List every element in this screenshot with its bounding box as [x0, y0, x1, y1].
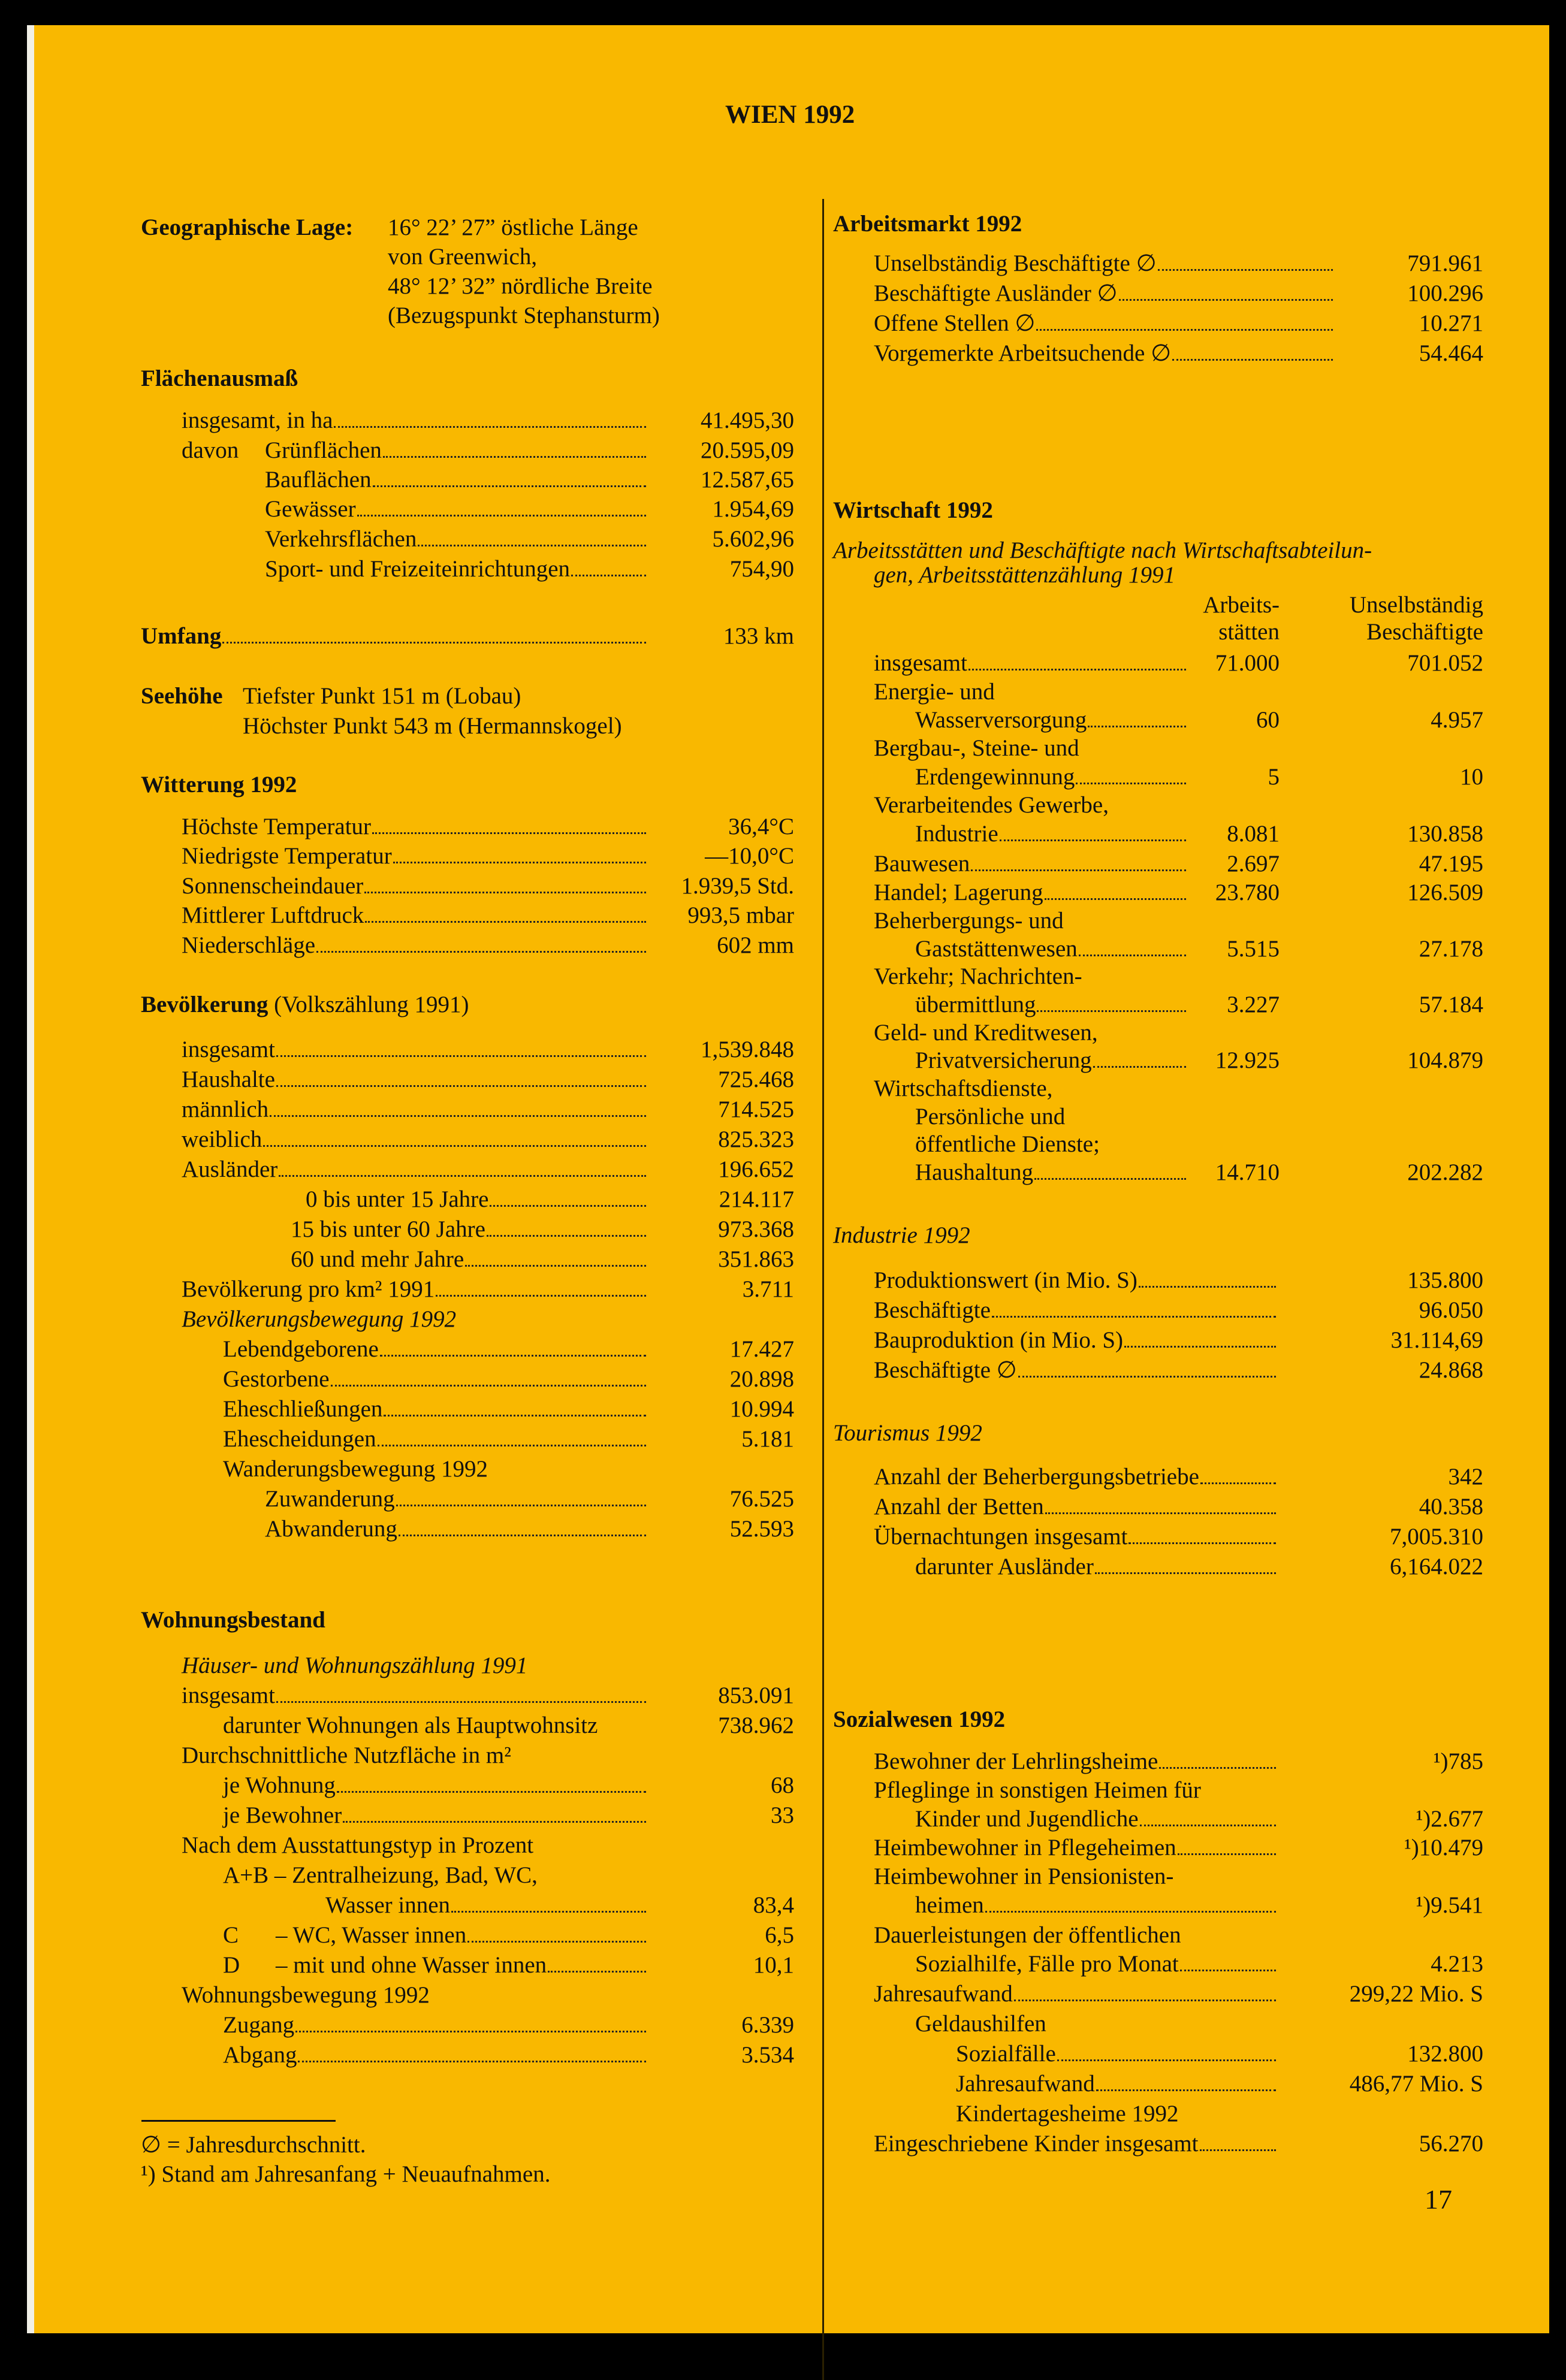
- witterung-value: —10,0°C: [705, 843, 794, 869]
- arbeitsmarkt-value: 54.464: [1419, 340, 1483, 366]
- tourismus-value: 40.358: [1419, 1494, 1483, 1520]
- bevoelkerung-row: weiblich: [182, 1128, 648, 1151]
- typ-d-value: 10,1: [753, 1952, 794, 1978]
- bevoelkerung-row: männlich: [182, 1098, 648, 1121]
- wirtschaft-value-a: 12.925: [1215, 1047, 1280, 1073]
- wirtschaft-value-b: 202.282: [1407, 1159, 1483, 1185]
- arbeitsmarkt-row: Vorgemerkte Arbeitsuchende ∅: [874, 342, 1335, 365]
- industrie-heading: Industrie 1992: [833, 1222, 970, 1248]
- wirtschaft-row-line: Verarbeitendes Gewerbe,: [874, 792, 1109, 818]
- geo-line: von Greenwich,: [388, 244, 538, 270]
- bevoelkerung-row: 15 bis unter 60 Jahre: [291, 1218, 648, 1241]
- arbeitsmarkt-row: Beschäftigte Ausländer ∅: [874, 282, 1335, 305]
- industrie-value: 135.800: [1407, 1267, 1483, 1293]
- sozial-value: ¹)9.541: [1416, 1892, 1483, 1918]
- page-edge: [27, 25, 34, 2333]
- wirtschaft-value-b: 130.858: [1407, 821, 1483, 847]
- ausstattung-heading: Nach dem Ausstattungstyp in Prozent: [182, 1832, 534, 1858]
- bevoelkerung-row: Bevölkerung pro km² 1991: [182, 1277, 648, 1301]
- sozial-row: Bewohner der Lehrlingsheime: [874, 1750, 1278, 1773]
- nutzflaeche-row: je Wohnung: [223, 1774, 648, 1797]
- wirtschaft-row-line: Wirtschaftsdienste,: [874, 1076, 1053, 1101]
- wohnungsbewegung-row: Abgang: [223, 2043, 648, 2067]
- industrie-value: 24.868: [1419, 1357, 1483, 1383]
- sozial-value: 299,22 Mio. S: [1349, 1981, 1483, 2007]
- typ-c-code: C: [223, 1922, 239, 1948]
- typ-ab-row: Wasser innen: [325, 1893, 648, 1917]
- wirtschaft-row-line: Geld- und Kreditwesen,: [874, 1020, 1098, 1046]
- wohnung-value: 853.091: [718, 1683, 794, 1708]
- sozial-row: Jahresaufwand: [956, 2072, 1278, 2095]
- col-header-beschaeftigte: Unselbständig: [1349, 592, 1483, 618]
- industrie-row: Bauproduktion (in Mio. S): [874, 1328, 1278, 1352]
- arbeitsmarkt-value: 100.296: [1407, 280, 1483, 306]
- wirtschaft-value-a: 3.227: [1227, 992, 1280, 1017]
- industrie-value: 31.114,69: [1390, 1327, 1483, 1353]
- sozial-value: 56.270: [1419, 2131, 1483, 2157]
- tourismus-row: Anzahl der Beherbergungsbetriebe: [874, 1465, 1278, 1488]
- flaeche-row: Sport- und Freizeiteinrichtungen: [265, 557, 648, 581]
- witterung-row: Niederschläge: [182, 934, 648, 957]
- footnote: ∅ = Jahresdurchschnitt.: [141, 2132, 366, 2158]
- wirtschaft-value-b: 27.178: [1419, 936, 1483, 962]
- wirtschaft-value-b: 47.195: [1419, 851, 1483, 877]
- flaeche-value: 20.595,09: [701, 437, 794, 463]
- flaeche-value: 41.495,30: [701, 407, 794, 433]
- tourismus-value: 6,164.022: [1390, 1554, 1483, 1579]
- bevoelkerung-value: 725.468: [718, 1067, 794, 1092]
- arbeitsmarkt-heading: Arbeitsmarkt 1992: [833, 211, 1022, 237]
- bewegung-row: Gestorbene: [223, 1367, 648, 1391]
- wirtschaft-value-a: 8.081: [1227, 821, 1280, 847]
- wirtschaft-row: Haushaltung: [915, 1161, 1188, 1184]
- sozial-row: heimen: [915, 1893, 1278, 1917]
- sozial-row: Sozialfälle: [956, 2042, 1278, 2065]
- geo-line: (Bezugspunkt Stephansturm): [388, 303, 660, 328]
- typ-c-value: 6,5: [765, 1922, 794, 1948]
- wirtschaft-value-a: 2.697: [1227, 851, 1280, 877]
- sozial-row-line: Heimbewohner in Pensionisten-: [874, 1863, 1174, 1889]
- bewegung-value: 17.427: [729, 1336, 794, 1362]
- flaeche-value: 754,90: [729, 556, 794, 582]
- footnote: ¹) Stand am Jahresanfang + Neuaufnahmen.: [141, 2161, 551, 2187]
- kindertagesheime-heading: Kindertagesheime 1992: [956, 2101, 1179, 2127]
- bewegung-value: 20.898: [729, 1366, 794, 1392]
- wanderung-value: 52.593: [729, 1516, 794, 1542]
- bewegung-value: 5.181: [741, 1426, 794, 1452]
- industrie-row: Produktionswert (in Mio. S): [874, 1268, 1278, 1292]
- bevoelkerung-row: 60 und mehr Jahre: [291, 1248, 648, 1271]
- wohnungsbewegung-heading: Wohnungsbewegung 1992: [182, 1982, 430, 2008]
- witterung-value: 993,5 mbar: [687, 902, 794, 928]
- wirtschaft-value-a: 14.710: [1215, 1159, 1280, 1185]
- wirtschaft-value-a: 71.000: [1215, 650, 1280, 676]
- col-header-beschaeftigte: Beschäftigte: [1366, 619, 1483, 645]
- witterung-value: 1.939,5 Std.: [681, 873, 794, 899]
- page-title: WIEN 1992: [725, 101, 855, 129]
- flaeche-prefix: davon: [182, 437, 239, 463]
- wohnung-heading: Wohnungsbestand: [141, 1607, 325, 1633]
- arbeitsmarkt-row: Offene Stellen ∅: [874, 312, 1335, 335]
- flaeche-row: insgesamt, in ha: [182, 409, 648, 432]
- wanderung-heading: Wanderungsbewegung 1992: [223, 1456, 488, 1482]
- tourismus-row: Anzahl der Betten: [874, 1495, 1278, 1518]
- wohnungsbewegung-value: 3.534: [741, 2042, 794, 2068]
- sozial-row-line: Pfleglinge in sonstigen Heimen für: [874, 1777, 1201, 1803]
- sozial-value: 4.213: [1431, 1951, 1483, 1977]
- seehoehe-heading: Seehöhe: [141, 683, 223, 709]
- flaeche-value: 12.587,65: [701, 467, 794, 493]
- wirtschaft-row: Industrie: [915, 822, 1188, 845]
- seehoehe-line: Tiefster Punkt 151 m (Lobau): [243, 683, 521, 709]
- flaeche-heading: Flächenausmaß: [141, 366, 298, 391]
- flaeche-row: Verkehrsflächen: [265, 527, 648, 551]
- witterung-heading: Witterung 1992: [141, 772, 297, 798]
- bevoelkerung-value: 714.525: [718, 1097, 794, 1122]
- bevoelkerung-value: 351.863: [718, 1246, 794, 1272]
- witterung-row: Höchste Temperatur: [182, 815, 648, 838]
- wirtschaft-row: Wasserversorgung: [915, 708, 1188, 732]
- sozial-value: 486,77 Mio. S: [1349, 2071, 1483, 2097]
- wohnung-haupt-label: darunter Wohnungen als Hauptwohnsitz: [223, 1712, 598, 1738]
- tourismus-heading: Tourismus 1992: [833, 1420, 982, 1446]
- geldaushilfen-heading: Geldaushilfen: [915, 2011, 1046, 2037]
- bewegung-row: Ehescheidungen: [223, 1427, 648, 1451]
- witterung-row: Sonnenscheindauer: [182, 874, 648, 898]
- wohnung-row: insgesamt: [182, 1684, 648, 1707]
- wanderung-value: 76.525: [729, 1486, 794, 1512]
- wanderung-row: Abwanderung: [265, 1517, 648, 1541]
- tourismus-row: darunter Ausländer: [915, 1555, 1278, 1578]
- seehoehe-line: Höchster Punkt 543 m (Hermannskogel): [243, 713, 622, 739]
- sozial-row: Jahresaufwand: [874, 1982, 1278, 2006]
- wirtschaft-value-b: 104.879: [1407, 1047, 1483, 1073]
- umfang-row: Umfang: [141, 624, 648, 648]
- bewegung-value: 10.994: [729, 1396, 794, 1422]
- bevoelkerung-row: 0 bis unter 15 Jahre: [306, 1188, 648, 1211]
- bevoelkerung-row: Haushalte: [182, 1068, 648, 1091]
- arbeitsmarkt-value: 10.271: [1419, 310, 1483, 336]
- sozial-value: 132.800: [1407, 2041, 1483, 2067]
- flaeche-row: Gewässer: [265, 497, 648, 521]
- column-divider: [822, 199, 824, 2380]
- nutzflaeche-value: 33: [771, 1802, 794, 1828]
- bewegung-row: Lebendgeborene: [223, 1337, 648, 1361]
- bevoelkerung-row: insgesamt: [182, 1038, 648, 1061]
- wirtschaft-row-line: Persönliche und: [915, 1104, 1066, 1129]
- wirtschaft-value-a: 23.780: [1215, 880, 1280, 905]
- wohnung-value: 738.962: [718, 1712, 794, 1738]
- sozial-row: Sozialhilfe, Fälle pro Monat: [915, 1952, 1278, 1976]
- wirtschaft-row: übermittlung: [915, 993, 1188, 1016]
- wohnungsbewegung-value: 6.339: [741, 2012, 794, 2038]
- wirtschaft-value-a: 5: [1268, 764, 1280, 790]
- wirtschaft-value-a: 5.515: [1227, 936, 1280, 962]
- geo-heading: Geographische Lage:: [141, 215, 354, 240]
- bevoelkerung-value: 973.368: [718, 1216, 794, 1242]
- sozial-row-line: Dauerleistungen der öffentlichen: [874, 1922, 1181, 1948]
- bevoelkerung-value: 825.323: [718, 1126, 794, 1152]
- flaeche-value: 5.602,96: [712, 526, 794, 552]
- nutzflaeche-row: je Bewohner: [223, 1804, 648, 1827]
- bevoelkerung-value: 1,539.848: [701, 1037, 794, 1062]
- wirtschaft-heading: Wirtschaft 1992: [833, 497, 993, 523]
- wanderung-row: Zuwanderung: [265, 1487, 648, 1511]
- wirtschaft-row: Gaststättenwesen: [915, 937, 1188, 961]
- tourismus-row: Übernachtungen insgesamt: [874, 1525, 1278, 1548]
- tourismus-value: 342: [1448, 1464, 1483, 1490]
- wirtschaft-value-b: 10: [1460, 764, 1483, 790]
- bevoelkerung-value: 214.117: [719, 1186, 794, 1212]
- umfang-value: 133 km: [723, 623, 794, 649]
- document-page: [27, 25, 1549, 2333]
- wirtschaft-row-line: Verkehr; Nachrichten-: [874, 964, 1082, 989]
- arbeitsmarkt-value: 791.961: [1407, 250, 1483, 276]
- wirtschaft-value-b: 126.509: [1407, 880, 1483, 905]
- wohnung-subheading: Häuser- und Wohnungszählung 1991: [182, 1653, 528, 1678]
- wirtschaft-subheading: gen, Arbeitsstättenzählung 1991: [874, 562, 1176, 588]
- arbeitsmarkt-row: Unselbständig Beschäftigte ∅: [874, 252, 1335, 275]
- industrie-row: Beschäftigte: [874, 1298, 1278, 1322]
- flaeche-row: Grünflächen: [265, 439, 648, 462]
- witterung-value: 602 mm: [717, 932, 794, 958]
- wirtschaft-subheading: Arbeitsstätten und Beschäftigte nach Wirtschaftsabteilun-: [833, 537, 1372, 563]
- sozial-value: ¹)785: [1433, 1748, 1483, 1774]
- typ-ab-value: 83,4: [753, 1892, 794, 1918]
- wirtschaft-value-b: 701.052: [1407, 650, 1483, 676]
- bevoelkerung-heading: Bevölkerung (Volkszählung 1991): [141, 992, 469, 1017]
- wirtschaft-row: Handel; Lagerung: [874, 881, 1188, 904]
- tourismus-value: 7,005.310: [1390, 1524, 1483, 1550]
- sozial-value: ¹)2.677: [1416, 1806, 1483, 1832]
- wohnungsbewegung-row: Zugang: [223, 2013, 648, 2037]
- sozial-row: Eingeschriebene Kinder insgesamt: [874, 2132, 1278, 2155]
- wirtschaft-value-a: 60: [1256, 707, 1280, 733]
- wirtschaft-row-line: Bergbau-, Steine- und: [874, 735, 1079, 761]
- wirtschaft-value-b: 4.957: [1431, 707, 1483, 733]
- witterung-value: 36,4°C: [728, 814, 794, 839]
- bewegung-row: Eheschließungen: [223, 1397, 648, 1421]
- page-number: 17: [1425, 2184, 1452, 2215]
- witterung-row: Mittlerer Luftdruck: [182, 904, 648, 927]
- bevoelkerungsbewegung-heading: Bevölkerungsbewegung 1992: [182, 1306, 457, 1332]
- typ-d-row: – mit und ohne Wasser innen: [276, 1953, 648, 1977]
- col-header-arbeitsstaetten: stätten: [1218, 619, 1280, 645]
- geo-line: 16° 22’ 27” östliche Länge: [388, 215, 638, 240]
- bevoelkerung-value: 196.652: [718, 1156, 794, 1182]
- nutzflaeche-value: 68: [771, 1772, 794, 1798]
- flaeche-row: Bauflächen: [265, 468, 648, 491]
- industrie-value: 96.050: [1419, 1297, 1483, 1323]
- bevoelkerung-row: Ausländer: [182, 1158, 648, 1181]
- footnote-rule: [141, 2120, 336, 2122]
- wirtschaft-row: insgesamt: [874, 651, 1188, 675]
- sozial-row: Heimbewohner in Pflegeheimen: [874, 1836, 1278, 1859]
- typ-d-code: D: [223, 1952, 240, 1978]
- typ-ab-line: A+B – Zentralheizung, Bad, WC,: [223, 1862, 538, 1888]
- sozial-value: ¹)10.479: [1404, 1835, 1483, 1860]
- wirtschaft-row-line: Beherbergungs- und: [874, 908, 1064, 934]
- wirtschaft-value-b: 57.184: [1419, 992, 1483, 1017]
- flaeche-value: 1.954,69: [712, 496, 794, 522]
- typ-c-row: – WC, Wasser innen: [276, 1923, 648, 1947]
- wirtschaft-row: Bauwesen: [874, 852, 1188, 875]
- sozial-heading: Sozialwesen 1992: [833, 1707, 1006, 1732]
- geo-line: 48° 12’ 32” nördliche Breite: [388, 273, 653, 299]
- industrie-row: Beschäftigte ∅: [874, 1358, 1278, 1382]
- witterung-row: Niedrigste Temperatur: [182, 844, 648, 868]
- sozial-row: Kinder und Jugendliche: [915, 1807, 1278, 1831]
- nutzflaeche-heading: Durchschnittliche Nutzfläche in m²: [182, 1742, 511, 1768]
- wirtschaft-row: Erdengewinnung: [915, 765, 1188, 789]
- col-header-arbeitsstaetten: Arbeits-: [1203, 592, 1280, 618]
- wirtschaft-row-line: Energie- und: [874, 679, 995, 705]
- bevoelkerung-value: 3.711: [742, 1276, 794, 1302]
- wirtschaft-row-line: öffentliche Dienste;: [915, 1131, 1100, 1157]
- wirtschaft-row: Privatversicherung: [915, 1049, 1188, 1072]
